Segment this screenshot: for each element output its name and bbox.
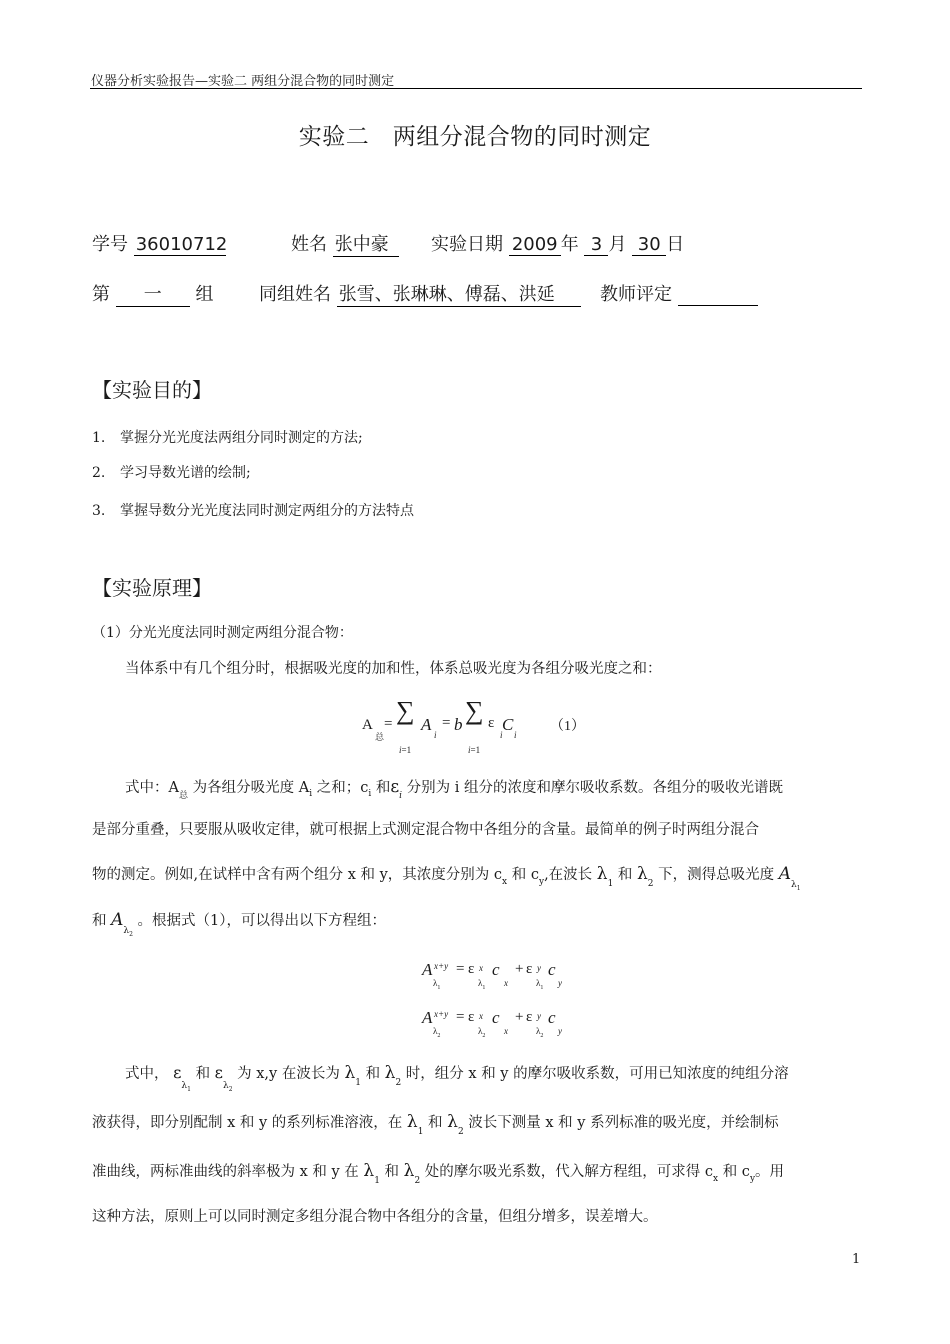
group-row — [92, 280, 213, 307]
page-title: 实验二 两组分混合物的同时测定 — [298, 124, 652, 150]
student-id-value: 36010712 — [135, 234, 228, 255]
objective-number: 2. — [92, 465, 106, 481]
date-row — [431, 230, 684, 256]
text-run: 下，测得总吸光度 — [658, 867, 775, 883]
text-run: 式中， — [125, 1066, 169, 1082]
partners-label: 同组姓名 — [259, 284, 331, 305]
text-run: 。用 — [755, 1164, 785, 1180]
text-run: 和 — [92, 913, 107, 929]
page-number: 1 — [852, 1252, 861, 1267]
objective-item — [92, 500, 414, 520]
text-run: 。根据式（1），可以得出以下方程组： — [137, 913, 387, 929]
date-year: 2009 — [509, 234, 561, 256]
text-run: 式中：A — [125, 780, 179, 796]
text-run: 物的测定。例如,在试样中含有两个组分 x 和 y，其浓度分别为 c — [92, 867, 503, 883]
text-run: ,在波长 — [544, 867, 593, 883]
objective-text: 掌握导数分光光度法同时测定两组分的方法特点 — [120, 503, 414, 519]
text-run: 和 — [428, 1115, 443, 1131]
objective-item — [92, 462, 251, 482]
text-run: 之和；c — [316, 780, 369, 796]
grade-row — [600, 280, 758, 306]
text-run: 和 c — [722, 1164, 750, 1180]
principle-paragraph-3-line-4: 这种方法，原则上可以同时测定多组分混合物中各组分的含量，但组分增多，误差增大。 — [92, 1209, 658, 1225]
text-run: 和 c — [511, 867, 539, 883]
group-suffix: 组 — [195, 284, 214, 305]
text-run: 液获得，即分别配制 x 和 y 的系列标准溶液，在 — [92, 1115, 403, 1131]
student-id-row — [92, 230, 226, 256]
principle-paragraph-3-line-1: 式中， $\varepsilon_{\lambda_1}$ 和 $\varepsilon_{\lambda_2}$ 为 x,y 在波长为 $\lambda_1$ 和 $\lambda_2$ 时，组分 x 和 y 的摩尔吸收系数，可用已知浓度的纯组分溶 — [125, 1063, 789, 1093]
text-run: 为 x,y 在波长为 — [237, 1066, 340, 1082]
text-run: 准曲线，两标准曲线的斜率极为 x 和 y 在 — [92, 1164, 359, 1180]
grade-value — [678, 284, 758, 306]
header-rule — [90, 88, 862, 89]
equation-1: A 总 = ∑ A i = b ∑ ε C i i i=1 i=1 （1） — [362, 696, 585, 755]
text-run: 为各组分吸光度 A — [192, 780, 310, 796]
grade-label: 教师评定 — [600, 284, 672, 305]
principle-paragraph: 当体系中有几个组分时，根据吸光度的加和性，体系总吸光度为各组分吸光度之和： — [125, 661, 662, 677]
objective-text: 学习导数光谱的绘制; — [120, 465, 251, 481]
partners-row — [259, 280, 581, 307]
partners-value: 张雪、张琳琳、傅磊、洪延 — [337, 280, 581, 307]
year-unit: 年 — [560, 234, 579, 255]
name-value: 张中豪 — [333, 230, 399, 257]
text-run: 分别为 i 组分的浓度和摩尔吸收系数。各组分的吸收光谱既 — [406, 780, 783, 796]
principle-paragraph-3-line-2: 液获得，即分别配制 x 和 y 的系列标准溶液，在 $\lambda_1$ 和 $\lambda_2$ 波长下测量 x 和 y 系列标准的吸光度，并绘制标 — [92, 1112, 779, 1137]
group-number: 一 — [116, 280, 190, 307]
principle-paragraph-2-line-3: 物的测定。例如,在试样中含有两个组分 x 和 y，其浓度分别为 $c_x$ 和 $c_y$,在波长 $\lambda_1$ 和 $\lambda_2$ 下，测得总吸光度 $A_{\lambda_1}$ — [92, 864, 801, 892]
date-month: 3 — [584, 234, 608, 256]
equation-system: A x+y $\lambda_1$ = ε x $\lambda_1$ c x + ε y $\lambda_1$ c y A x+y $\lambda_2$ = ε x $\lambda_2$ c x + ε y $\lambda_2$ c y — [422, 960, 562, 1039]
principle-subheading: （1）分光光度法同时测定两组分混合物： — [92, 625, 353, 641]
running-header: 仪器分析实验报告—实验二 两组分混合物的同时测定 — [91, 74, 395, 89]
text-run: 和 — [617, 867, 633, 883]
name-label: 姓名 — [291, 234, 327, 255]
objective-item — [92, 427, 363, 447]
name-row — [291, 230, 399, 257]
equation-number: （1） — [550, 719, 585, 734]
day-unit: 日 — [666, 234, 685, 255]
group-prefix: 第 — [92, 284, 110, 305]
date-label: 实验日期 — [431, 234, 503, 255]
date-day: 30 — [632, 234, 666, 256]
text-run: 波长下测量 x 和 y 系列标准的吸光度，并绘制标 — [468, 1115, 779, 1131]
objective-text: 掌握分光光度法两组分同时测定的方法; — [120, 430, 363, 446]
text-run: 时，组分 x 和 y 的摩尔吸收系数，可用已知浓度的纯组分溶 — [405, 1066, 789, 1082]
student-id-label: 学号 — [92, 234, 128, 255]
principle-heading: 【实验原理】 — [92, 576, 212, 600]
month-unit: 月 — [608, 234, 627, 255]
objective-number: 3. — [92, 503, 106, 519]
text-run: 处的摩尔吸光系数，代入解方程组，可求得 c — [424, 1164, 714, 1180]
principle-paragraph-2-line-4: 和 $A_{\lambda_2}$ 。根据式（1），可以得出以下方程组： — [92, 910, 387, 938]
principle-paragraph-3-line-3: 准曲线，两标准曲线的斜率极为 x 和 y 在 $\lambda_1$ 和 $\lambda_2$ 处的摩尔吸光系数，代入解方程组，可求得 $c_x$ 和 $c_y$。用 — [92, 1161, 785, 1186]
principle-paragraph-2-line-1: 式中：$A_总$ 为各组分吸光度 $A_i$ 之和；$c_i$ 和$\varepsilon_i$ 分别为 i 组分的浓度和摩尔吸收系数。各组分的吸收光谱既 — [125, 777, 783, 801]
text-run: 和 — [384, 1164, 400, 1180]
principle-paragraph-2-line-2: 是部分重叠，只要服从吸收定律，就可根据上式测定混合物中各组分的含量。最简单的例子时两组分混合 — [92, 822, 759, 838]
text-run: 和 — [365, 1066, 381, 1082]
text-run: 和 — [375, 780, 391, 796]
objective-number: 1. — [92, 430, 106, 446]
text-run: 和 — [195, 1066, 211, 1082]
objectives-heading: 【实验目的】 — [92, 378, 212, 402]
